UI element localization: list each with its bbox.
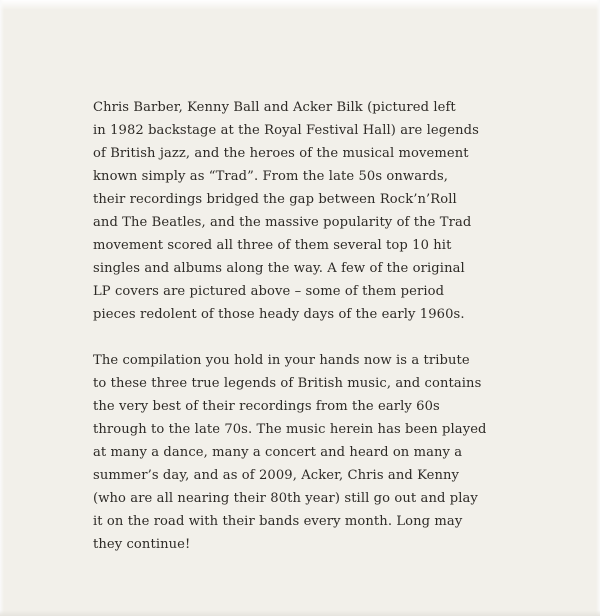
text-line: summer’s day, and as of 2009, Acker, Chris and Kenny (93, 468, 460, 483)
page-edge-top (0, 0, 600, 10)
text-line: the very best of their recordings from the early 60s (93, 399, 440, 414)
text-line: they continue! (93, 537, 191, 552)
page-edge-left (0, 0, 4, 616)
text-line: known simply as “Trad”. From the late 50s onwards, (93, 169, 449, 184)
text-line: to these three true legends of British music, and contains (93, 376, 482, 391)
text-line: The compilation you hold in your hands now is a tribute (93, 353, 470, 368)
paragraph-intro (93, 96, 533, 326)
paragraph-compilation (93, 349, 533, 556)
text-line: singles and albums along the way. A few of the original (93, 261, 465, 276)
page-edge-bottom (0, 610, 600, 616)
text-line: in 1982 backstage at the Royal Festival Hall) are legends (93, 123, 479, 138)
text-line: it on the road with their bands every month. Long may (93, 514, 463, 529)
text-line: of British jazz, and the heroes of the musical movement (93, 146, 469, 161)
text-line: their recordings bridged the gap between Rock’n’Roll (93, 192, 457, 207)
page-edge-right (596, 0, 600, 616)
text-line: LP covers are pictured above – some of them period (93, 284, 445, 299)
body-text (93, 96, 533, 556)
text-line: through to the late 70s. The music herein has been played (93, 422, 487, 437)
text-line: movement scored all three of them several top 10 hit (93, 238, 452, 253)
text-line: (who are all nearing their 80th year) still go out and play (93, 491, 478, 506)
text-line: at many a dance, many a concert and heard on many a (93, 445, 463, 460)
text-line: and The Beatles, and the massive popularity of the Trad (93, 215, 472, 230)
text-line: pieces redolent of those heady days of the early 1960s. (93, 307, 465, 322)
text-line: Chris Barber, Kenny Ball and Acker Bilk (pictured left (93, 100, 456, 115)
